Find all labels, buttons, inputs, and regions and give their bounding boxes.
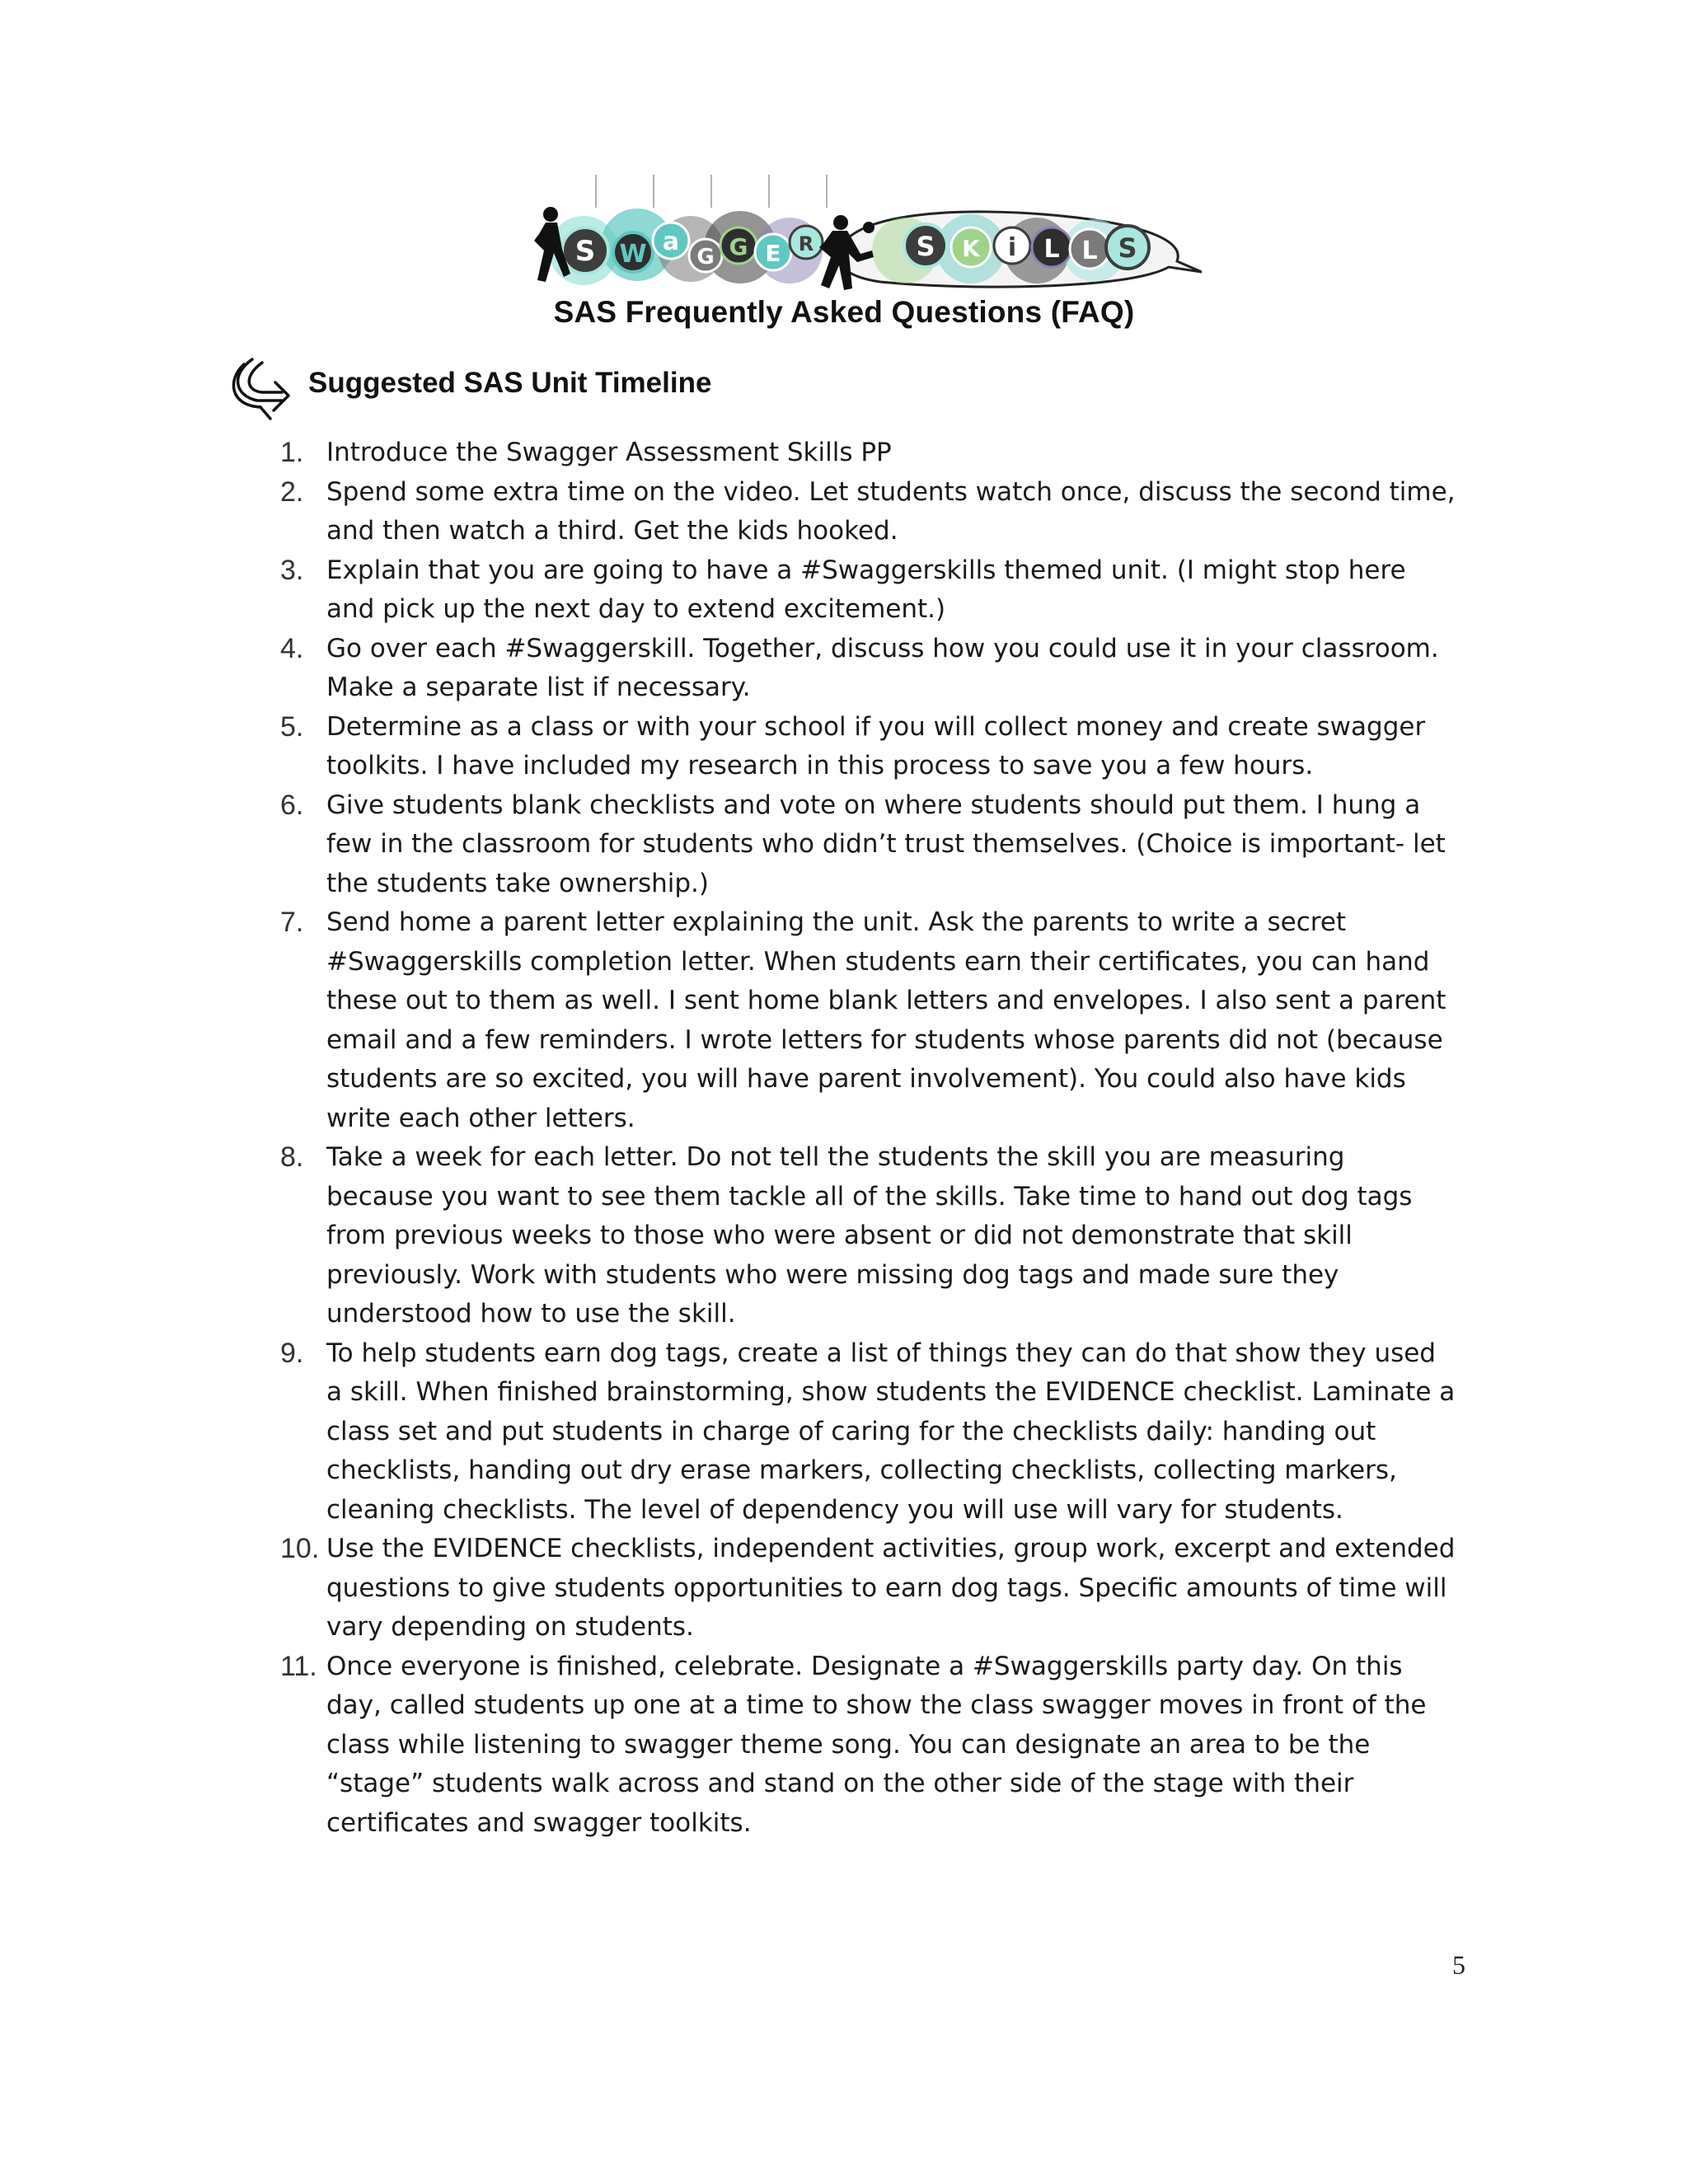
svg-text:a: a bbox=[662, 227, 680, 256]
list-item-text: To help students earn dog tags, create a list of things they can do that show they used a skill. When finished brainstorming, show students the EVIDENCE checklist. Laminate a class set and put students in charge of caring for the checklists daily: handing out checklists, handing out dry erase markers, collecting checklists, collecting markers, cleaning checklists. The level of dependency you will use will vary for students. bbox=[326, 1338, 1456, 1525]
list-item-text: Explain that you are going to have a #Swaggerskills themed unit. (I might stop here and pick up the next day to extend excitement.) bbox=[326, 555, 1406, 624]
svg-text:i: i bbox=[1007, 233, 1017, 262]
list-item-number: 9. bbox=[280, 1337, 304, 1369]
list-item bbox=[280, 708, 1459, 786]
svg-text:L: L bbox=[1043, 235, 1060, 264]
list-item-text: Send home a parent letter explaining the unit. Ask the parents to write a secret #Swaggerskills completion letter. When students earn their certificates, you can hand these out to them as well. I sent home blank letters and envelopes. I also sent a parent email and a few reminders. I wrote letters for students whose parents did not (because students are so excited, you will have parent involvement). You could also have kids write each other letters. bbox=[326, 907, 1447, 1133]
list-item bbox=[280, 1138, 1459, 1334]
list-item-number: 11. bbox=[280, 1650, 317, 1682]
svg-text:R: R bbox=[798, 232, 814, 255]
curved-arrow-icon bbox=[227, 354, 297, 420]
list-item-number: 2. bbox=[280, 476, 304, 508]
svg-text:E: E bbox=[765, 240, 781, 267]
section-heading bbox=[227, 354, 711, 420]
svg-text:L: L bbox=[1081, 237, 1098, 265]
list-item-number: 7. bbox=[280, 907, 304, 938]
svg-text:S: S bbox=[1118, 232, 1137, 264]
svg-text:K: K bbox=[962, 235, 980, 262]
list-item-number: 6. bbox=[280, 789, 304, 821]
swaggerskills-logo bbox=[534, 175, 1202, 297]
list-item bbox=[280, 786, 1459, 904]
list-item bbox=[280, 551, 1459, 630]
list-item-number: 3. bbox=[280, 554, 304, 586]
list-item-number: 8. bbox=[280, 1141, 304, 1173]
svg-text:G: G bbox=[729, 233, 748, 260]
timeline-list bbox=[280, 434, 1459, 1843]
page-title: SAS Frequently Asked Questions (FAQ) bbox=[553, 295, 1135, 329]
svg-text:W: W bbox=[619, 240, 647, 269]
list-item-number: 10. bbox=[280, 1533, 320, 1564]
list-item bbox=[280, 630, 1459, 708]
list-item-text: Once everyone is finished, celebrate. Designate a #Swaggerskills party day. On this day, called students up one at a time to show the class swagger moves in front of the class while listening to swagger theme song. You can designate an area to be the “stage” students walk across and stand on the other side of the stage with their certificates and swagger toolkits. bbox=[326, 1651, 1427, 1838]
list-item-number: 5. bbox=[280, 710, 304, 743]
list-item-text: Determine as a class or with your school if you will collect money and create swagger toolkits. I have included my research in this process to save you a few hours. bbox=[326, 711, 1426, 780]
svg-text:S: S bbox=[574, 235, 596, 268]
list-item-number: 4. bbox=[280, 632, 304, 664]
svg-text:S: S bbox=[916, 231, 935, 262]
list-item-text: Give students blank checklists and vote on where students should put them. I hung a few in the classroom for students who didn’t trust themselves. (Choice is important- let the students take ownership.) bbox=[326, 790, 1446, 898]
list-item-text: Introduce the Swagger Assessment Skills PP bbox=[326, 438, 892, 467]
list-item bbox=[280, 1647, 1459, 1844]
list-item bbox=[280, 434, 1459, 473]
list-item bbox=[280, 1334, 1459, 1530]
list-item bbox=[280, 903, 1459, 1138]
svg-text:G: G bbox=[696, 245, 715, 269]
list-item bbox=[280, 1530, 1459, 1647]
list-item bbox=[280, 473, 1459, 551]
list-item-text: Go over each #Swaggerskill. Together, discuss how you could use it in your classroom. Make a separate list if necessary. bbox=[326, 633, 1439, 702]
list-item-text: Spend some extra time on the video. Let students watch once, discuss the second time, and then watch a third. Get the kids hooked. bbox=[326, 476, 1456, 546]
page-number: 5 bbox=[1452, 1950, 1465, 1980]
section-title: Suggested SAS Unit Timeline bbox=[308, 367, 712, 399]
list-item-number: 1. bbox=[280, 437, 304, 468]
list-item-text: Use the EVIDENCE checklists, independent activities, group work, excerpt and extended questions to give students opportunities to earn dog tags. Specific amounts of time will vary depending on students. bbox=[326, 1534, 1456, 1642]
list-item-text: Take a week for each letter. Do not tell the students the skill you are measuring because you want to see them tackle all of the skills. Take time to hand out dog tags from previous weeks to those who were absent or did not demonstrate that skill previously. Work with students who were missing dog tags and made sure they understood how to use the skill. bbox=[326, 1142, 1413, 1329]
